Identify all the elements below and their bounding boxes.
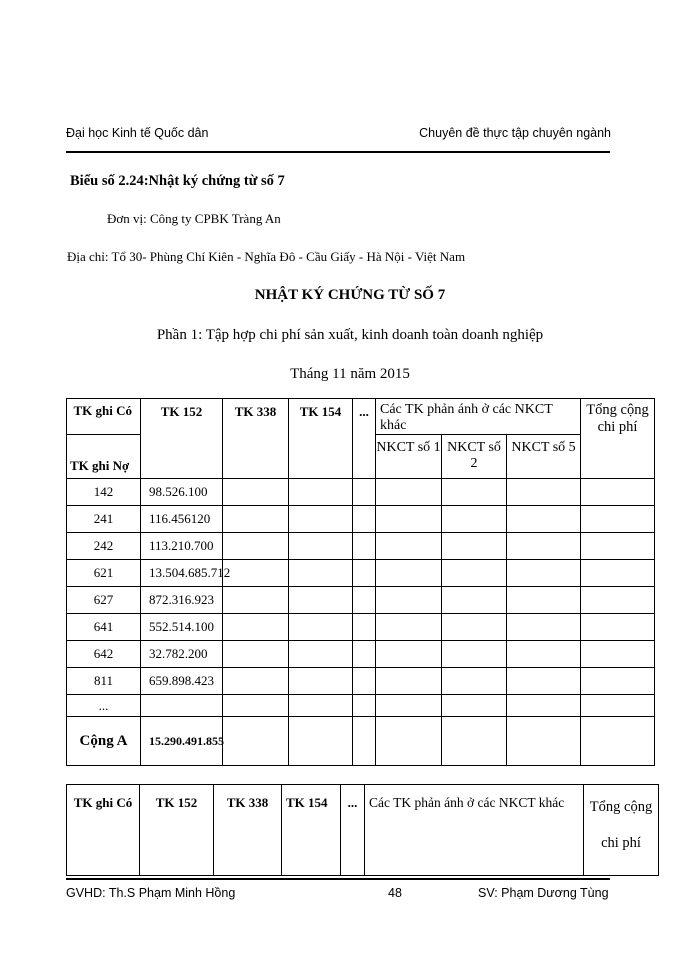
empty-cell — [442, 533, 507, 560]
table-row — [67, 641, 655, 668]
empty-cell — [581, 506, 655, 533]
row-tk152-value: 659.898.423 — [141, 668, 223, 695]
page-title: NHẬT KÝ CHỨNG TỪ SỐ 7 — [254, 287, 446, 303]
report-month: Tháng 11 năm 2015 — [290, 366, 410, 382]
empty-cell — [353, 668, 376, 695]
empty-cell — [353, 479, 376, 506]
col-tk338-header: TK 338 — [223, 399, 289, 479]
page-subtitle: Phần 1: Tập hợp chi phí sản xuất, kinh doanh toàn doanh nghiệp — [156, 327, 544, 343]
empty-cell — [507, 641, 581, 668]
row-account: 621 — [67, 560, 141, 587]
row-account: 627 — [67, 587, 141, 614]
row-tk152-value: 113.210.700 — [141, 533, 223, 560]
row-account: 241 — [67, 506, 141, 533]
empty-cell — [442, 668, 507, 695]
t2-col-tk338-header: TK 338 — [214, 785, 282, 876]
empty-cell — [223, 641, 289, 668]
total-row-label: Cộng A — [67, 717, 141, 766]
empty-cell — [442, 587, 507, 614]
empty-cell — [581, 614, 655, 641]
footer-student: SV: Phạm Dương Tùng — [478, 886, 609, 900]
row-account: 811 — [67, 668, 141, 695]
table-row — [67, 560, 655, 587]
empty-cell — [353, 506, 376, 533]
table-row — [67, 614, 655, 641]
nkct-2-header: NKCT số 2 — [442, 435, 507, 479]
empty-cell — [223, 560, 289, 587]
empty-cell — [581, 587, 655, 614]
empty-cell — [223, 506, 289, 533]
empty-cell — [507, 533, 581, 560]
empty-cell — [507, 560, 581, 587]
row-tk152-value: 552.514.100 — [141, 614, 223, 641]
empty-cell — [223, 479, 289, 506]
table-row — [67, 668, 655, 695]
row-tk152-value: 872.316.923 — [141, 587, 223, 614]
empty-cell — [442, 506, 507, 533]
empty-cell — [376, 479, 442, 506]
empty-cell — [442, 614, 507, 641]
empty-cell — [581, 560, 655, 587]
empty-cell — [353, 641, 376, 668]
empty-cell — [376, 587, 442, 614]
row-tk152-value: 13.504.685.712 — [141, 560, 223, 587]
row-tk152-value: 116.456120 — [141, 506, 223, 533]
empty-cell — [442, 560, 507, 587]
empty-cell — [507, 668, 581, 695]
empty-cell — [581, 668, 655, 695]
empty-cell — [353, 587, 376, 614]
col-dots-header: ... — [353, 399, 376, 479]
empty-cell — [289, 668, 353, 695]
empty-cell — [376, 533, 442, 560]
header-right: Chuyên đề thực tập chuyên ngành — [419, 126, 611, 140]
tk-ghi-no-label: TK ghi Nợ — [67, 435, 141, 479]
header-left: Đại học Kinh tế Quốc dân — [66, 126, 209, 140]
nkct-5-header: NKCT số 5 — [507, 435, 581, 479]
row-tk152-value: 32.782.200 — [141, 641, 223, 668]
header-divider — [66, 151, 610, 153]
form-number: Biểu số 2.24:Nhật ký chứng từ số 7 — [70, 173, 285, 189]
row-tk152-value: 98.526.100 — [141, 479, 223, 506]
total-tk152: 15.290.491.855 — [141, 717, 223, 766]
journal-table-part2-header — [66, 784, 659, 876]
footer-divider — [66, 878, 610, 880]
empty-cell — [289, 560, 353, 587]
empty-cell — [289, 614, 353, 641]
empty-cell — [442, 479, 507, 506]
row-account: 142 — [67, 479, 141, 506]
empty-cell — [223, 533, 289, 560]
t2-other-nkct-header: Các TK phản ánh ở các NKCT khác — [365, 785, 584, 876]
empty-cell — [581, 533, 655, 560]
empty-cell — [353, 560, 376, 587]
total-cost-header: Tổng cộng chi phí — [581, 399, 655, 479]
col-tk152-header: TK 152 — [141, 399, 223, 479]
empty-cell — [507, 479, 581, 506]
empty-cell — [289, 587, 353, 614]
table-row — [67, 479, 655, 506]
empty-cell — [507, 506, 581, 533]
empty-cell — [376, 668, 442, 695]
empty-cell — [376, 614, 442, 641]
table-row — [67, 506, 655, 533]
row-account: 242 — [67, 533, 141, 560]
page-number: 48 — [388, 886, 402, 900]
nkct-1-header: NKCT số 1 — [376, 435, 442, 479]
empty-cell — [289, 641, 353, 668]
t2-col-dots-header: ... — [341, 785, 365, 876]
empty-cell — [376, 506, 442, 533]
empty-cell — [289, 479, 353, 506]
empty-cell — [581, 641, 655, 668]
empty-cell — [289, 533, 353, 560]
unit-name: Đơn vị: Công ty CPBK Tràng An — [107, 211, 281, 226]
empty-cell — [507, 587, 581, 614]
empty-cell — [353, 533, 376, 560]
empty-cell — [442, 641, 507, 668]
row-account: 641 — [67, 614, 141, 641]
tk-ghi-co-label: TK ghi Có — [67, 399, 141, 435]
other-nkct-header: Các TK phản ánh ở các NKCT khác — [376, 399, 581, 435]
empty-cell — [353, 614, 376, 641]
row-account: 642 — [67, 641, 141, 668]
empty-cell — [507, 614, 581, 641]
empty-cell — [376, 560, 442, 587]
dots-row-label: ... — [67, 695, 141, 717]
empty-cell — [376, 641, 442, 668]
empty-cell — [223, 614, 289, 641]
address: Địa chỉ: Tổ 30- Phùng Chí Kiên - Nghĩa Đô - Cầu Giấy - Hà Nội - Việt Nam — [67, 249, 466, 264]
empty-cell — [223, 668, 289, 695]
empty-cell — [289, 506, 353, 533]
t2-col-tk152-header: TK 152 — [140, 785, 214, 876]
t2-col-tk154-header: TK 154 — [282, 785, 341, 876]
journal-table-part1 — [66, 398, 655, 766]
footer-advisor: GVHD: Th.S Phạm Minh Hồng — [66, 886, 236, 900]
empty-cell — [581, 479, 655, 506]
empty-cell — [223, 587, 289, 614]
table-row — [67, 533, 655, 560]
t2-tk-ghi-co-label: TK ghi Có — [67, 785, 140, 876]
table-row — [67, 587, 655, 614]
col-tk154-header: TK 154 — [289, 399, 353, 479]
t2-total-cost-header: Tổng cộng chi phí — [584, 785, 659, 876]
